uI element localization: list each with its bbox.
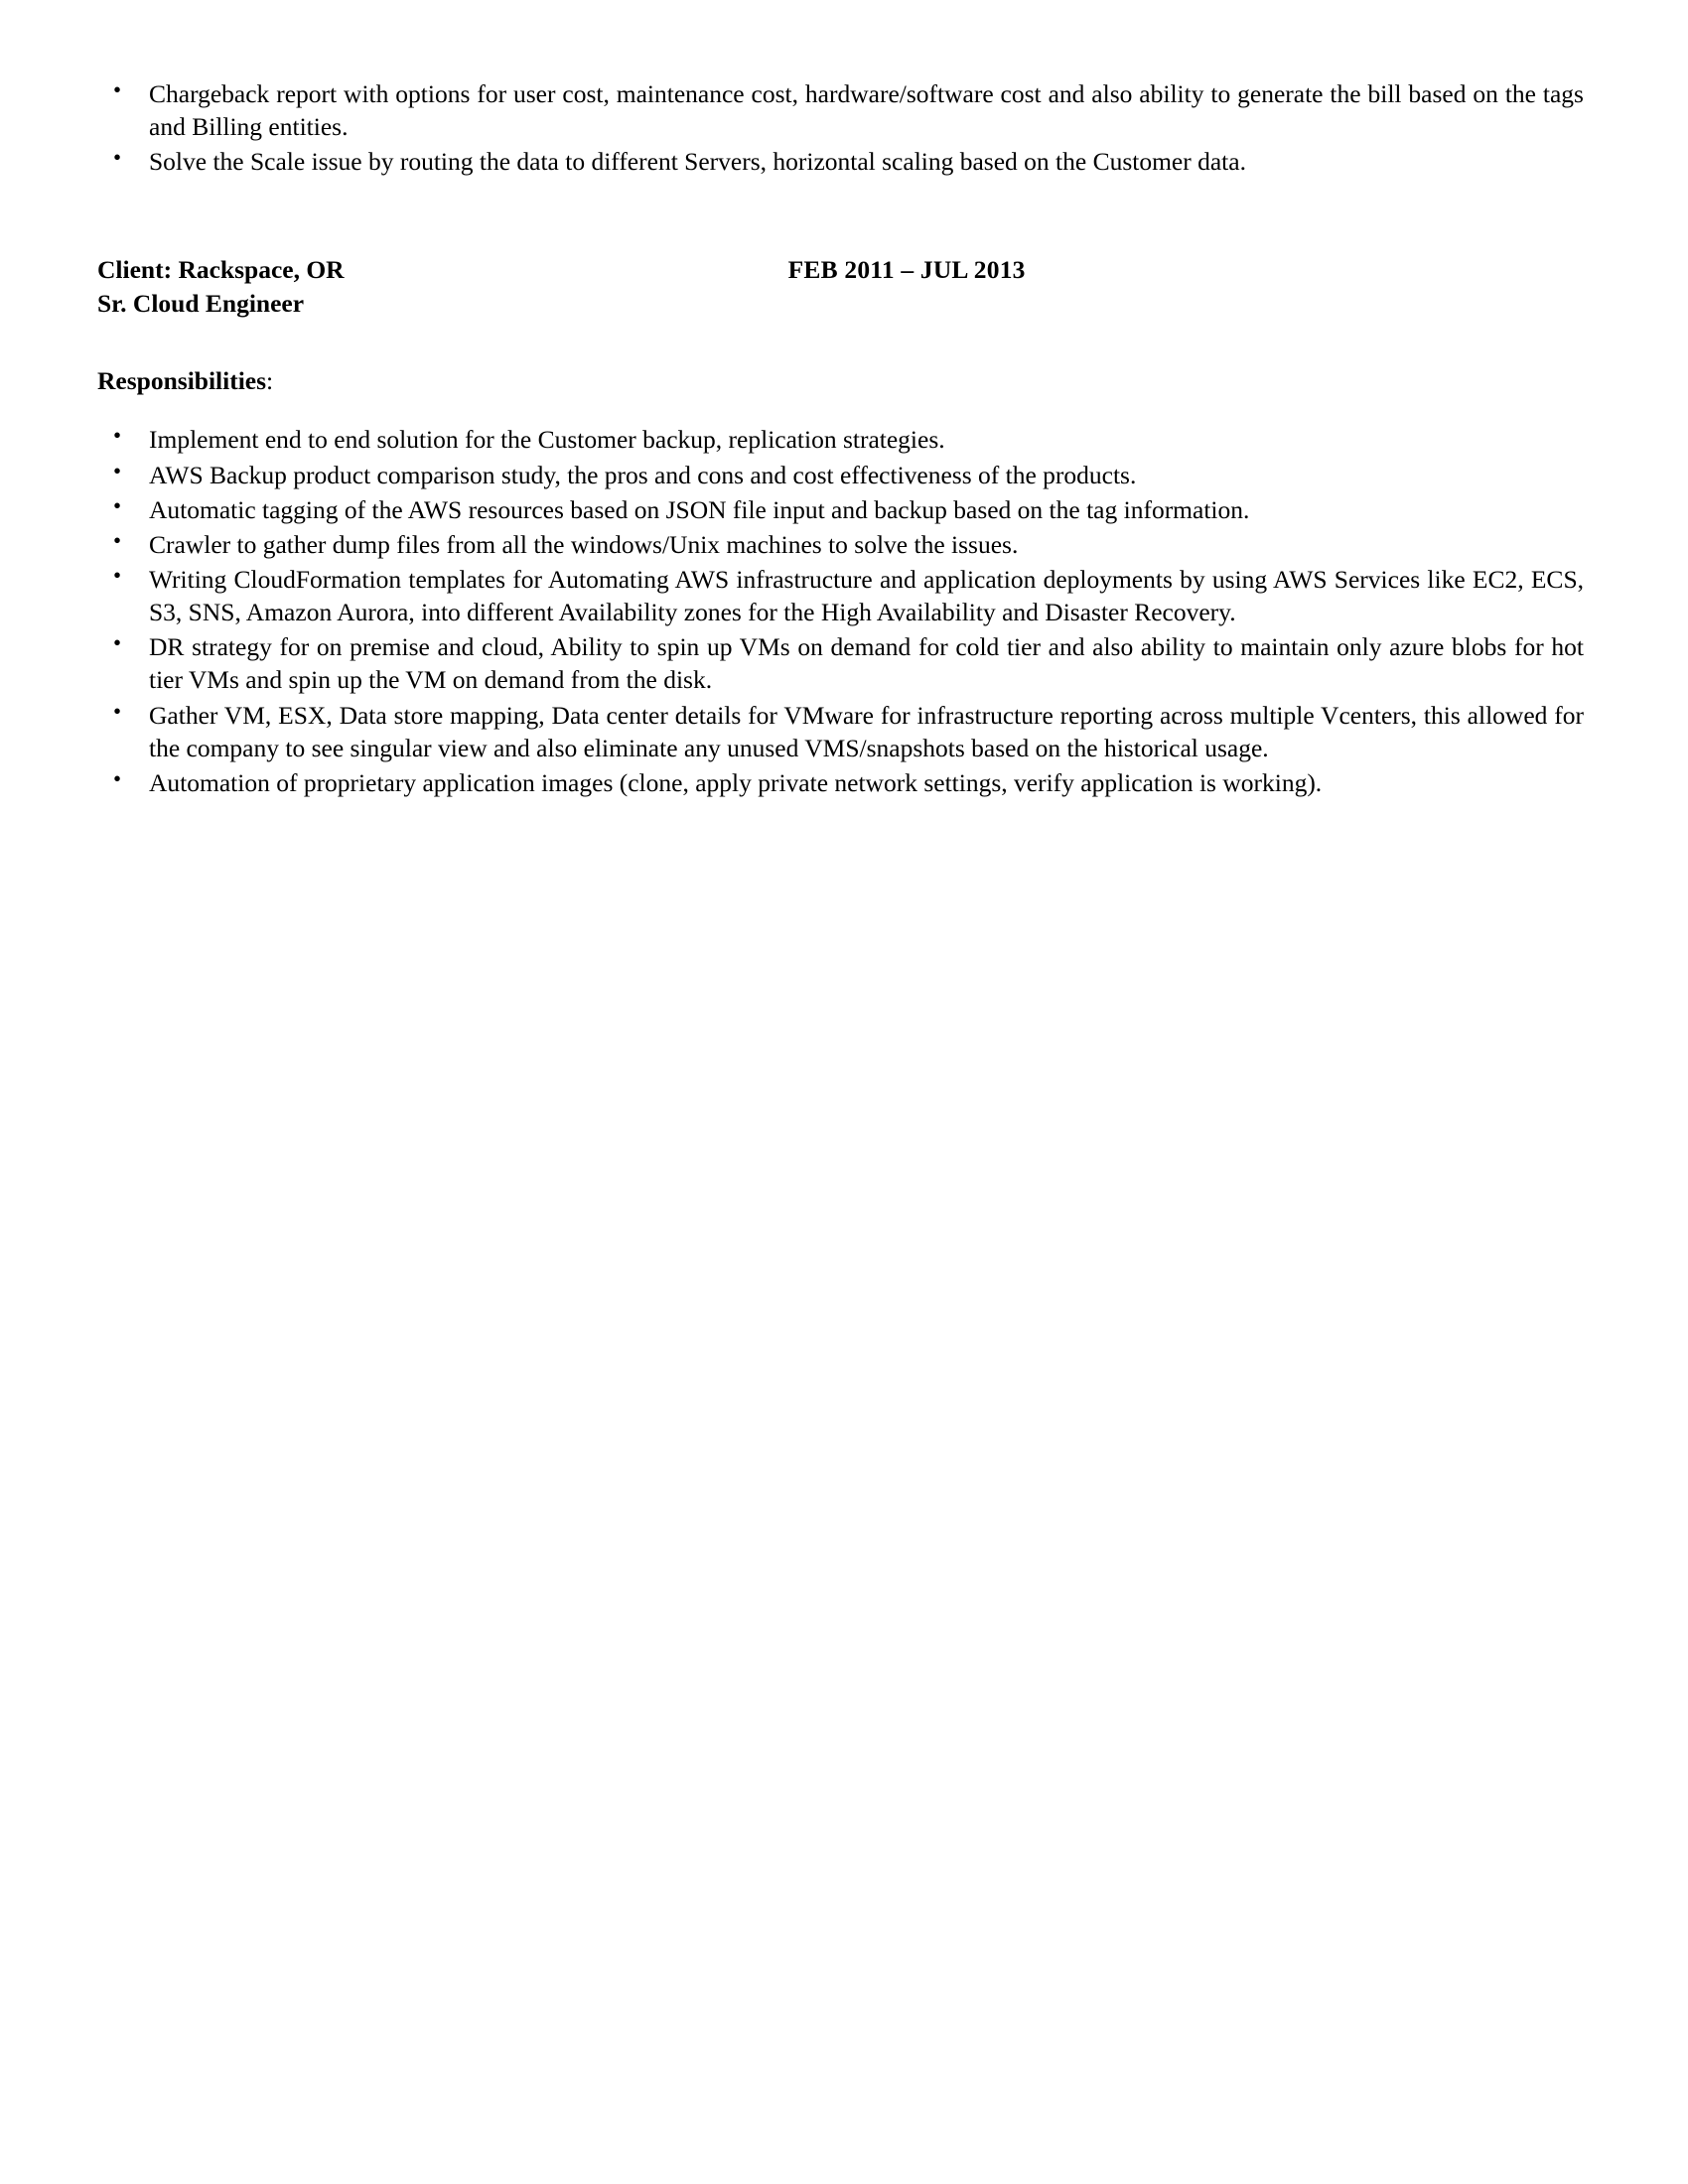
responsibilities-heading-text: Responsibilities [97, 365, 267, 395]
list-item: • Solve the Scale issue by routing the data to different Servers, horizontal scaling based on the Customer data. [97, 145, 1584, 178]
list-item: • Automation of proprietary application images (clone, apply private network settings, verify application is working). [97, 766, 1584, 799]
top-bullet-list [97, 77, 1584, 178]
list-item: • Chargeback report with options for user cost, maintenance cost, hardware/software cost and also ability to generate the bill based on the tags and Billing entities. [97, 77, 1584, 143]
client-name: Client: Rackspace, OR [97, 255, 345, 285]
responsibilities-heading-colon: : [266, 365, 274, 395]
employment-dates: FEB 2011 – JUL 2013 [787, 255, 1026, 285]
list-item: • Writing CloudFormation templates for Automating AWS infrastructure and application deployments by using AWS Services like EC2, ECS, S3, SNS, Amazon Aurora, into different Availability zones for the High Availability and Disaster Recovery. [97, 563, 1584, 628]
client-header-row [97, 253, 1584, 287]
list-item: • Gather VM, ESX, Data store mapping, Data center details for VMware for infrastructure reporting across multiple Vcenters, this allowed for the company to see singular view and also eliminate any unused VMS/snapshots based on the historical usage. [97, 699, 1584, 764]
list-item: • Implement end to end solution for the Customer backup, replication strategies. [97, 423, 1584, 456]
list-item: • Crawler to gather dump files from all the windows/Unix machines to solve the issues. [97, 528, 1584, 561]
heading-spacer [97, 321, 1584, 364]
list-spacer [97, 397, 1584, 423]
list-item: • Automatic tagging of the AWS resources based on JSON file input and backup based on the tag information. [97, 493, 1584, 526]
list-item: • DR strategy for on premise and cloud, Ability to spin up VMs on demand for cold tier and also ability to maintain only azure blobs for hot tier VMs and spin up the VM on demand from the disk. [97, 630, 1584, 696]
job-title: Sr. Cloud Engineer [97, 289, 305, 319]
responsibilities-heading [97, 364, 1584, 398]
list-item: • AWS Backup product comparison study, the pros and cons and cost effectiveness of the products. [97, 459, 1584, 491]
section-spacer [97, 180, 1584, 253]
responsibilities-list [97, 423, 1584, 799]
